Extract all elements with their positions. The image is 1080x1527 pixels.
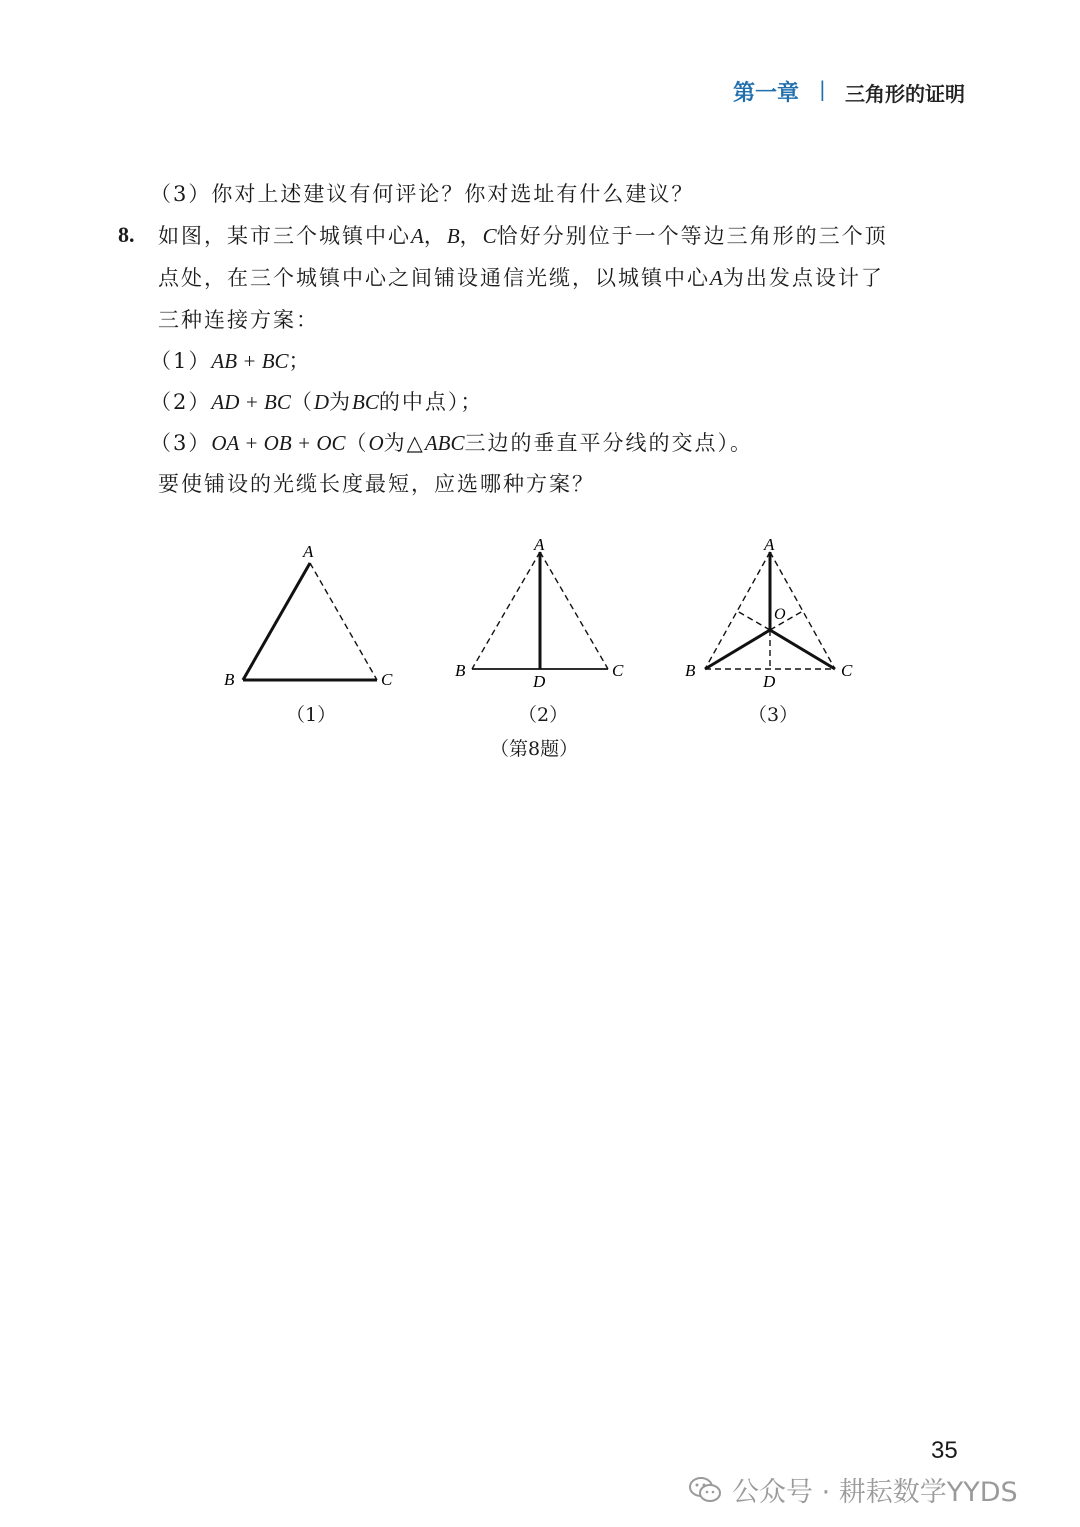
math-BC: BC — [352, 390, 379, 414]
point-label-D: D — [533, 672, 546, 691]
previous-subquestion: （3）你对上述建议有何评论？你对选址有什么建议？ — [150, 182, 695, 206]
option-tail: 三边的垂直平分线的交点）。 — [464, 431, 753, 455]
figure-group-caption: （第8题） — [490, 738, 579, 760]
vertex-label-C: C — [381, 670, 393, 689]
option-expression: AB + BC — [211, 349, 289, 373]
paren: （ — [290, 390, 314, 414]
vertex-label-B: B — [685, 661, 696, 680]
option-text: 为 — [329, 390, 353, 414]
figure-3 — [675, 530, 875, 700]
math-O: O — [368, 431, 384, 455]
option-3 — [150, 427, 753, 457]
question-number: 8. — [118, 222, 135, 247]
page-number: 35 — [931, 1437, 958, 1464]
segment-AC-dashed — [540, 552, 608, 669]
paren: （ — [345, 431, 369, 455]
option-2 — [150, 386, 483, 416]
vertex-label-B: B — [455, 661, 466, 680]
wechat-icon — [688, 1476, 722, 1504]
header-separator: | — [819, 77, 826, 101]
option-expression: AD + BC — [211, 390, 291, 414]
q-comma: ， — [459, 224, 483, 248]
vertex-label-C: C — [612, 661, 624, 680]
option-tail: 的中点）； — [378, 390, 484, 414]
vertex-label-A: A — [534, 535, 545, 554]
segment-AB-dashed — [705, 552, 770, 669]
segment-AB-dashed — [472, 552, 540, 669]
math-D: D — [313, 390, 330, 414]
option-1 — [150, 345, 312, 375]
option-label: （2） — [150, 390, 212, 414]
q-text: 点处，在三个城镇中心之间铺设通信光缆，以城镇中心 — [158, 266, 710, 290]
question-ask: 要使铺设的光缆长度最短，应选哪种方案？ — [158, 472, 595, 496]
math-A: A — [411, 224, 424, 248]
segment-AB — [243, 563, 310, 680]
figure-2 — [445, 530, 645, 700]
figure-1-caption: （1） — [286, 704, 337, 726]
math-ABC: ABC — [424, 431, 465, 455]
point-label-D: D — [763, 672, 776, 691]
question-line-2 — [158, 262, 884, 292]
vertex-label-A: A — [303, 542, 314, 561]
vertex-label-B: B — [224, 670, 235, 689]
watermark-text: 公众号 · 耕耘数学YYDS — [732, 1477, 1018, 1508]
q-text: 如图，某市三个城镇中心 — [158, 224, 411, 248]
vertex-label-C: C — [841, 661, 853, 680]
math-B: B — [446, 224, 460, 248]
question-line-1 — [158, 220, 888, 250]
segment-AC-dashed — [310, 563, 377, 680]
option-text: 为△ — [383, 431, 425, 455]
option-tail: ； — [288, 349, 312, 373]
segment-OC — [770, 630, 835, 669]
point-label-O: O — [774, 606, 786, 623]
chapter-title: 第一章 — [733, 81, 800, 106]
option-label: （3） — [150, 431, 212, 455]
q-text: 恰好分别位于一个等边三角形的三个顶 — [496, 224, 888, 248]
bisector-to-AB-dashed — [737, 611, 770, 630]
figure-3-caption: （3） — [748, 704, 799, 726]
math-C: C — [482, 224, 497, 248]
option-expression: OA + OB + OC — [211, 431, 346, 455]
section-title: 三角形的证明 — [845, 82, 965, 106]
figure-1 — [215, 535, 415, 705]
option-label: （1） — [150, 349, 212, 373]
watermark — [688, 1470, 1018, 1509]
figure-2-caption: （2） — [518, 704, 569, 726]
question-line-3: 三种连接方案： — [158, 308, 319, 332]
q-text: 为出发点设计了 — [722, 266, 884, 290]
math-A: A — [710, 266, 723, 290]
segment-OB — [705, 630, 770, 669]
q-comma: ， — [423, 224, 447, 248]
vertex-label-A: A — [764, 535, 775, 554]
